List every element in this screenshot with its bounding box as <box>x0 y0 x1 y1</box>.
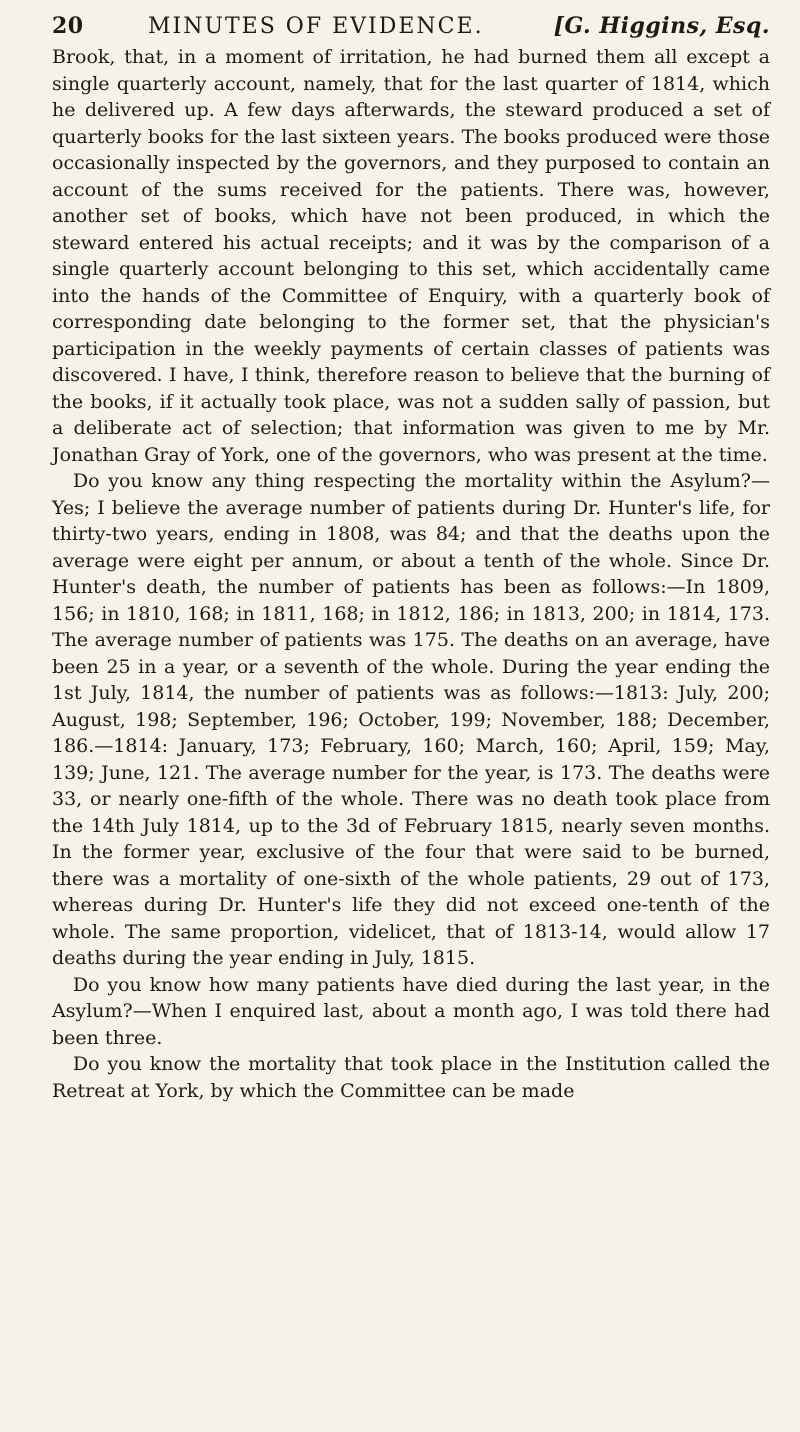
running-head <box>52 8 770 44</box>
paragraph-continuation: Brook, that, in a moment of irritation, he had burned them all except a single quarterly account, namely, that for the last quarter of 1814, which he delivered up. A few days afterwards, the steward produced a set of quarterly books for the last sixteen years. The books produced were those occasionally inspected by the governors, and they purposed to contain an account of the sums received for the patients. There was, however, another set of books, which have not been produced, in which the steward entered his actual receipts; and it was by the comparison of a single quarterly account belonging to this set, which accidentally came into the hands of the Committee of Enquiry, with a quarterly book of corresponding date belonging to the former set, that the physician's participation in the weekly payments of certain classes of patients was discovered. I have, I think, therefore reason to believe that the burning of the books, if it actually took place, was not a sudden sally of passion, but a deliberate act of selection; that information was given to me by Mr. Jonathan Gray of York, one of the governors, who was present at the time. <box>52 46 770 466</box>
paragraph-mortality-question: Do you know any thing respecting the mortality within the Asylum?—Yes; I believe the average number of patients during Dr. Hunter's life, for thirty-two years, ending in 1808, was 84; and that the deaths upon the average were eight per annum, or about a tenth of the whole. Since Dr. Hunter's death, the number of patients has been as follows:—In 1809, 156; in 1810, 168; in 1811, 168; in 1812, 186; in 1813, 200; in 1814, 173. The average number of patients was 175. The deaths on an average, have been 25 in a year, or a seventh of the whole. During the year ending the 1st July, 1814, the number of patients was as follows:—1813: July, 200; August, 198; September, 196; October, 199; November, 188; December, 186.—1814: January, 173; February, 160; March, 160; April, 159; May, 139; June, 121. The average number for the year, is 173. The deaths were 33, or nearly one-fifth of the whole. There was no death took place from the 14th July 1814, up to the 3d of February 1815, nearly seven months. In the former year, exclusive of the four that were said to be burned, there was a mortality of one-sixth of the whole patients, 29 out of 173, whereas during Dr. Hunter's life they did not exceed one-tenth of the whole. The same proportion, videlicet, that of 1813-14, would allow 17 deaths during the year ending in July, 1815. <box>52 470 770 969</box>
body-text <box>52 44 770 1104</box>
paragraph-retreat-question: Do you know the mortality that took place in the Institution called the Retreat at York, by which the Committee can be made <box>52 1053 770 1102</box>
page-number: 20 <box>52 13 84 39</box>
witness-name: [G. Higgins, Esq. <box>553 13 770 39</box>
running-title: MINUTES OF EVIDENCE. <box>148 13 484 39</box>
paragraph-last-year-question: Do you know how many patients have died during the last year, in the Asylum?—When I enquired last, about a month ago, I was told there had been three. <box>52 973 770 1049</box>
